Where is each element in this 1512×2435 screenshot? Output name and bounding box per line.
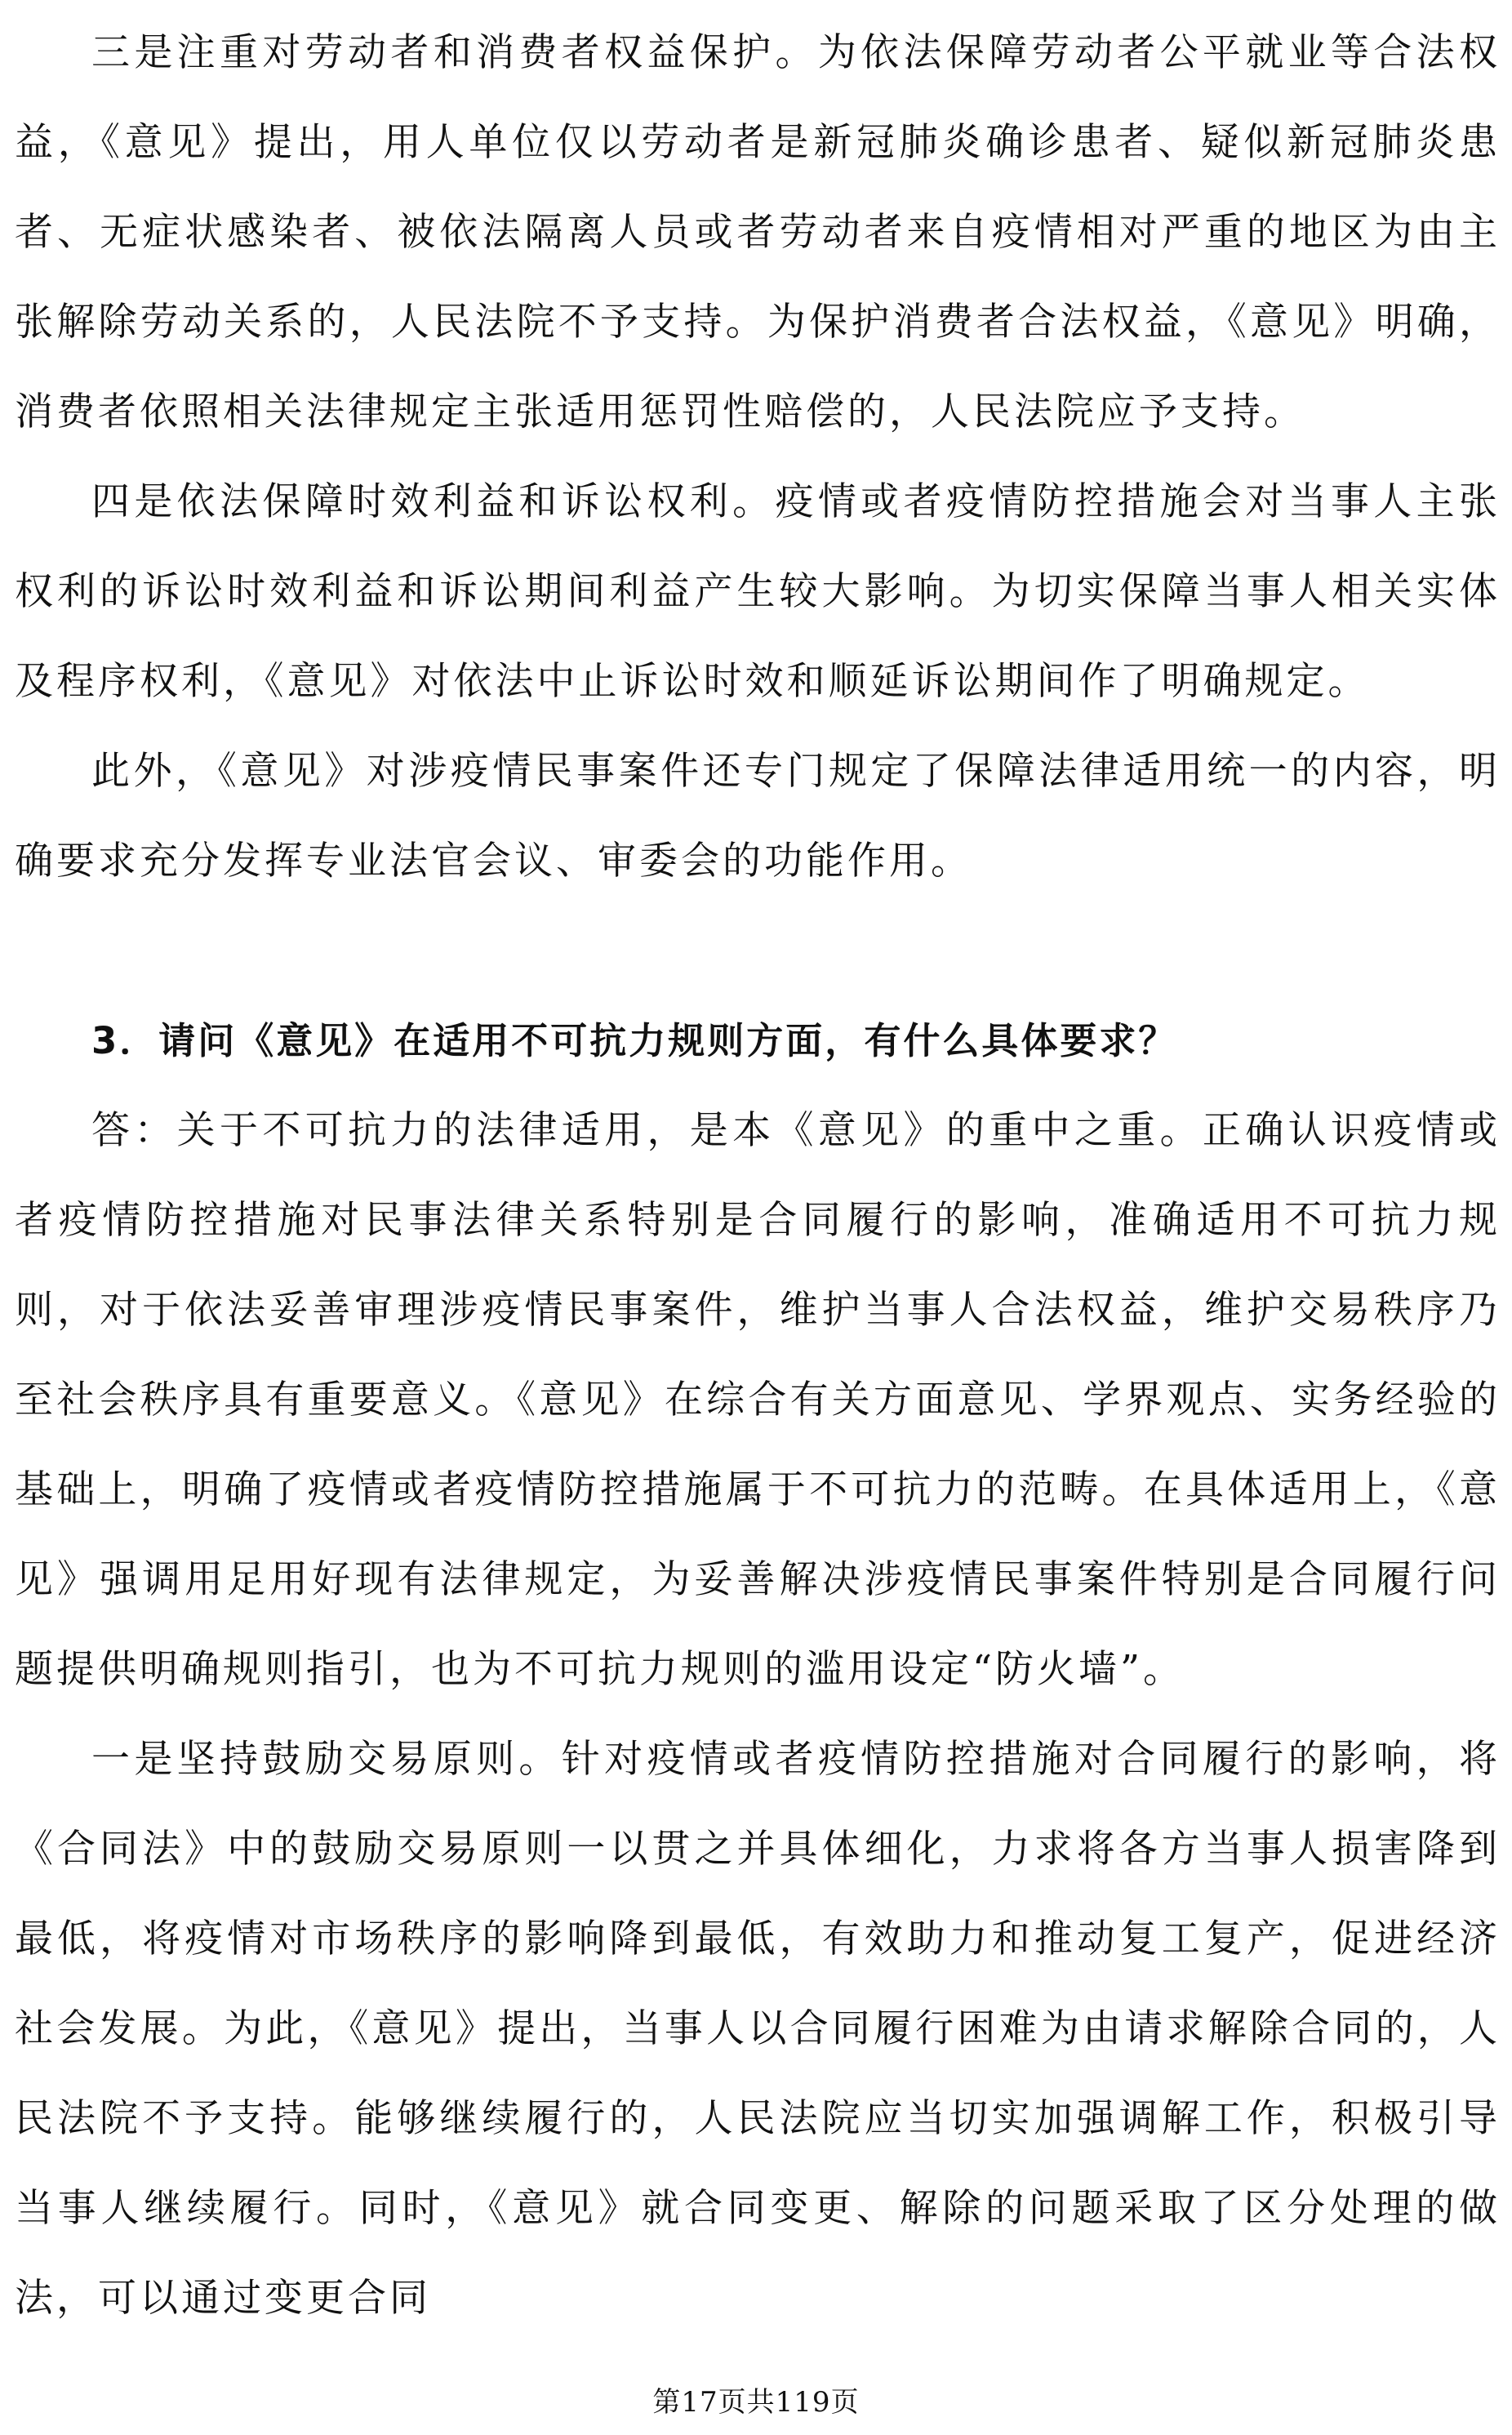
question-heading: 3．请问《意见》在适用不可抗力规则方面，有什么具体要求？ bbox=[91, 1019, 1178, 1062]
paragraph-answer: 答：关于不可抗力的法律适用，是本《意见》的重中之重。正确认识疫情或者疫情防控措施对民事法律关系特别是合同履行的影响，准确适用不可抗力规则，对于依法妥善审理涉疫情民事案件，维护当事人合法权益，维护交易秩序乃至社会秩序具有重要意义。《意见》在综合有关方面意见、学界观点、实务经验的基础上，明确了疫情或者疫情防控措施属于不可抗力的范畴。在具体适用上，《意见》强调用足用好现有法律规定，为妥善解决涉疫情民事案件特别是合同履行问题提供明确规则指引，也为不可抗力规则的滥用设定“防火墙”。 bbox=[15, 1108, 1501, 1692]
paragraph-encourage-transactions: 一是坚持鼓励交易原则。针对疫情或者疫情防控措施对合同履行的影响，将《合同法》中的鼓励交易原则一以贯之并具体细化，力求将各方当事人损害降到最低，将疫情对市场秩序的影响降到最低，有效助力和推动复工复产，促进经济社会发展。为此，《意见》提出，当事人以合同履行困难为由请求解除合同的，人民法院不予支持。能够继续履行的，人民法院应当切实加强调解工作，积极引导当事人继续履行。同时，《意见》就合同变更、解除的问题采取了区分处理的做法，可以通过变更合同 bbox=[15, 1737, 1501, 2321]
paragraph-limitation-rights: 四是依法保障时效利益和诉讼权利。疫情或者疫情防控措施会对当事人主张权利的诉讼时效利益和诉讼期间利益产生较大影响。为切实保障当事人相关实体及程序权利，《意见》对依法中止诉讼时效和顺延诉讼期间作了明确规定。 bbox=[15, 479, 1501, 704]
paragraph-unified-application: 此外，《意见》对涉疫情民事案件还专门规定了保障法律适用统一的内容，明确要求充分发挥专业法官会议、审委会的功能作用。 bbox=[15, 749, 1501, 884]
paragraph-labor-consumer-rights: 三是注重对劳动者和消费者权益保护。为依法保障劳动者公平就业等合法权益，《意见》提出，用人单位仅以劳动者是新冠肺炎确诊患者、疑似新冠肺炎患者、无症状感染者、被依法隔离人员或者劳动者来自疫情相对严重的地区为由主张解除劳动关系的，人民法院不予支持。为保护消费者合法权益，《意见》明确，消费者依照相关法律规定主张适用惩罚性赔偿的，人民法院应予支持。 bbox=[15, 30, 1501, 434]
document-body bbox=[15, 8, 1501, 2344]
page-number-footer: 第17页共119页 bbox=[652, 2386, 860, 2419]
